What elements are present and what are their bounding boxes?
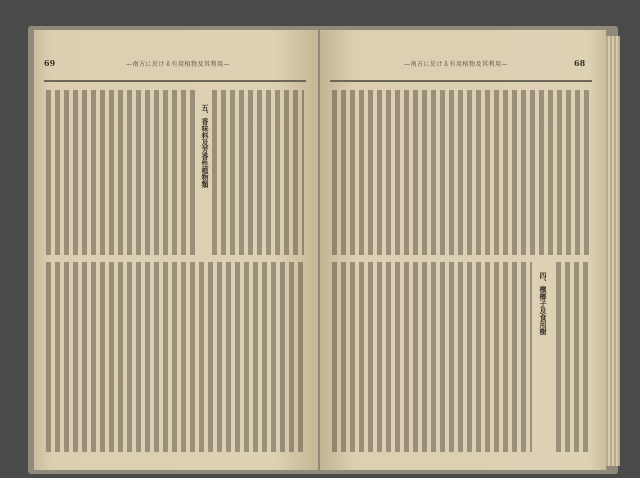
section-heading: 四、檳榔子及食用樹 xyxy=(539,272,548,335)
section-heading: 五、香味料及芳香性植物類 xyxy=(201,104,210,188)
page-edges xyxy=(606,36,620,466)
page-number: 69 xyxy=(44,58,56,68)
text-columns xyxy=(46,90,196,255)
page-number: 68 xyxy=(574,58,586,68)
left-page xyxy=(34,30,318,470)
running-header: —南方に於ける有用植物及其利用— xyxy=(126,61,231,68)
text-columns xyxy=(556,262,590,452)
text-columns xyxy=(332,90,590,255)
right-page xyxy=(320,30,606,470)
running-header: —南方に於ける有用植物及其利用— xyxy=(404,61,509,68)
header-rule xyxy=(330,80,592,82)
text-columns xyxy=(46,262,304,452)
header-rule xyxy=(44,80,306,82)
text-columns xyxy=(332,262,532,452)
text-columns xyxy=(212,90,304,255)
